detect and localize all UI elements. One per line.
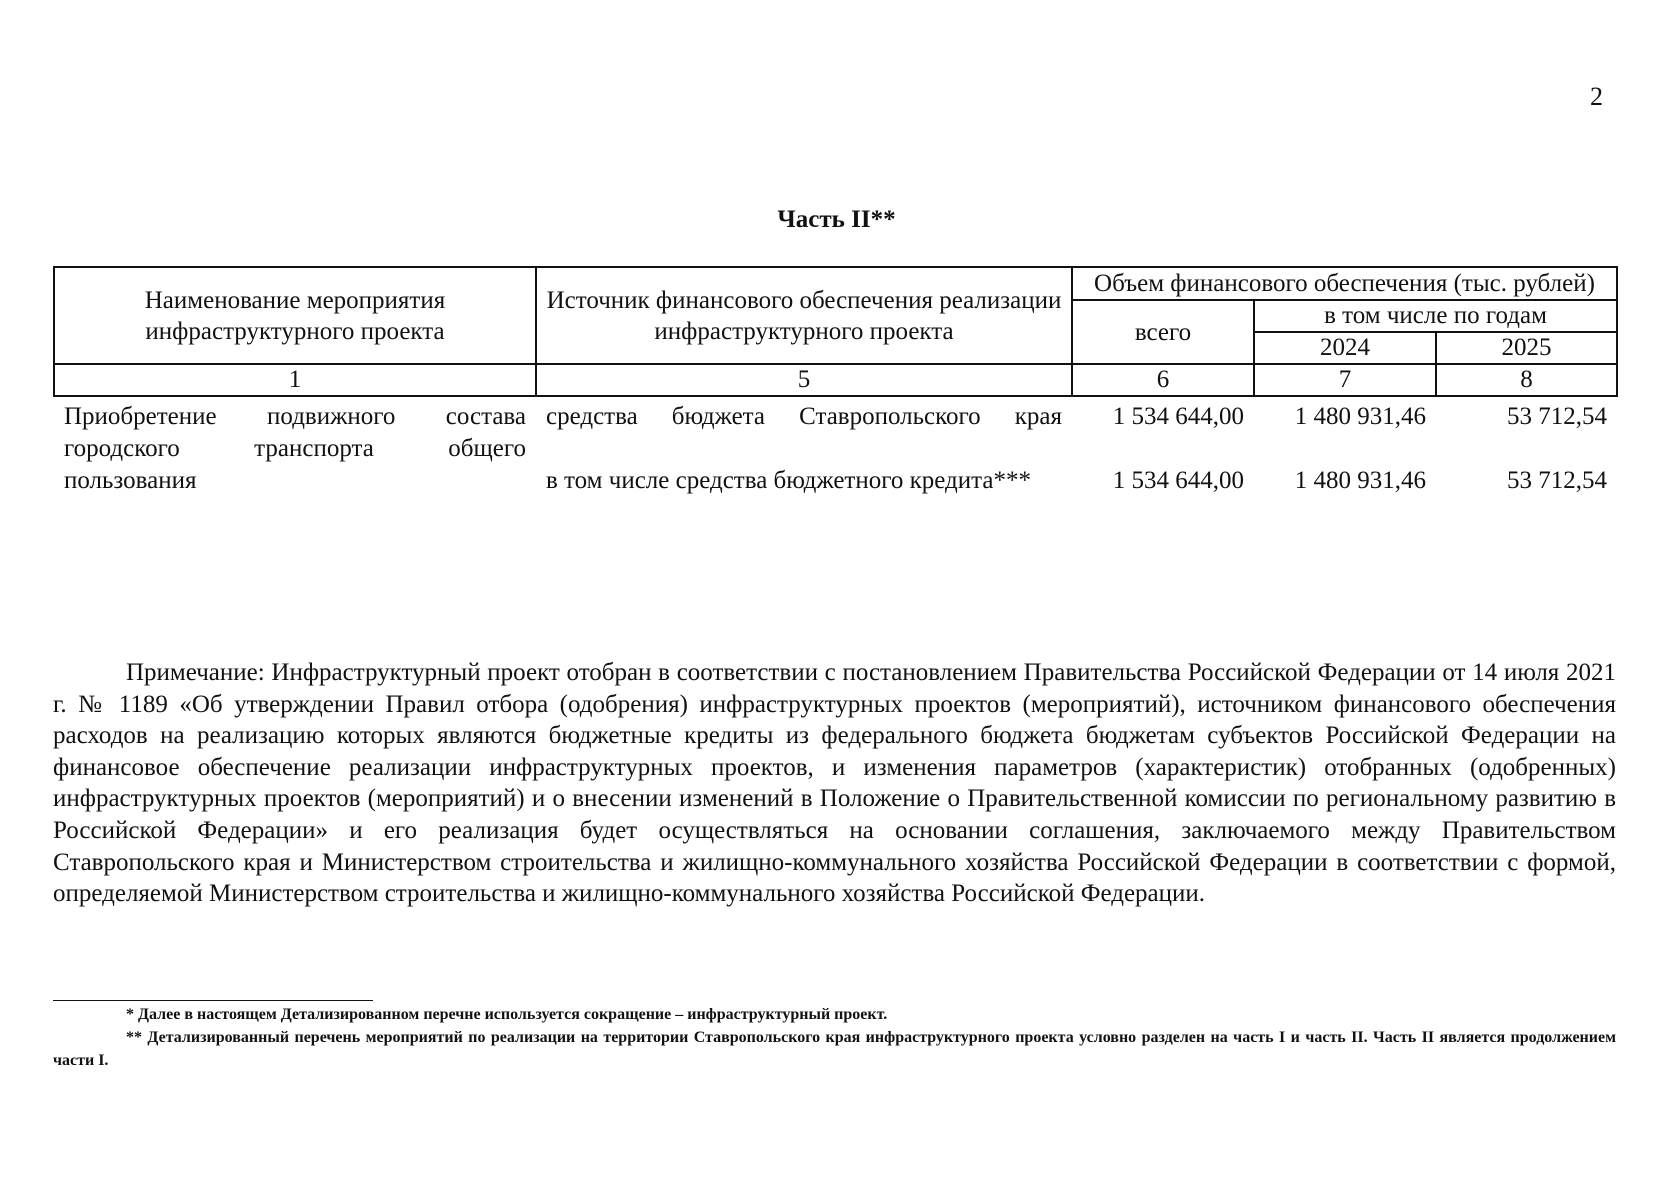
part-title: Часть II** [777,206,896,233]
header-source: Источник финансового обеспечения реализации инфраструктурного проекта [536,267,1072,364]
financing-table [53,266,1618,497]
column-number: 1 [54,364,536,396]
source-credit-label: в том числе средства бюджетного кредита*** [546,467,1031,494]
year-2024-cell [1254,396,1436,497]
header-by-years: в том числе по годам [1254,300,1617,332]
table-row [54,396,1617,497]
source-cell [536,396,1072,497]
project-name-cell: Приобретение подвижного состава городского транспорта общего пользования [64,403,526,494]
budget-2025-value: 53 712,54 [1507,403,1607,430]
year-2025-cell [1436,396,1617,497]
column-number: 7 [1254,364,1436,396]
credit-total-value: 1 534 644,00 [1112,467,1244,494]
page-number: 2 [1590,82,1603,111]
column-number: 6 [1072,364,1254,396]
column-number: 8 [1436,364,1617,396]
source-budget-label: средства бюджета Ставропольского края [546,403,1062,430]
note-paragraph: Примечание: Инфраструктурный проект отобран в соответствии с постановлением Правительства Российской Федерации от 14 июля 2021 г. № 1189 «Об утверждении Правил отбора (одобрения) инфраструктурных проектов (мероприятий), источником финансового обеспечения расходов на реализацию которых являются бюджетные кредиты из федерального бюджета бюджетам субъектов Российской Федерации на финансовое обеспечение реализации инфраструктурных проектов, и изменения параметров (характеристик) отобранных (одобренных) инфраструктурных проектов (мероприятий) и о внесении изменений в Положение о Правительственной комиссии по региональному развитию в Российской Федерации» и его реализация будет осуществляться на основании соглашения, заключаемого между Правительством Ставропольского края и Министерством строительства и жилищно-коммунального хозяйства Российской Федерации в соответствии с формой, определяемой Министерством строительства и жилищно-коммунального хозяйства Российской Федерации. [53,659,1616,908]
footnote-1: * Далее в настоящем Детализированном перечне используется сокращение – инфраструктурный проект. [126,1006,888,1023]
credit-2025-value: 53 712,54 [1507,467,1607,494]
header-name: Наименование мероприятия инфраструктурного проекта [54,267,536,364]
footnotes [53,1003,1616,1072]
header-total: всего [1072,300,1254,364]
budget-2024-value: 1 480 931,46 [1294,403,1426,430]
header-year-2025: 2025 [1436,332,1617,364]
footnote-2: ** Детализированный перечень мероприятий по реализации на территории Ставропольского края инфраструктурного проекта условно разделен на часть I и часть II. Часть II является продолжением части I. [53,1029,1616,1069]
credit-2024-value: 1 480 931,46 [1294,467,1426,494]
budget-total-value: 1 534 644,00 [1112,403,1244,430]
header-volume: Объем финансового обеспечения (тыс. рублей) [1072,267,1617,300]
footnote-divider [53,1000,373,1001]
column-number: 5 [536,364,1072,396]
total-cell [1072,396,1254,497]
header-year-2024: 2024 [1254,332,1436,364]
